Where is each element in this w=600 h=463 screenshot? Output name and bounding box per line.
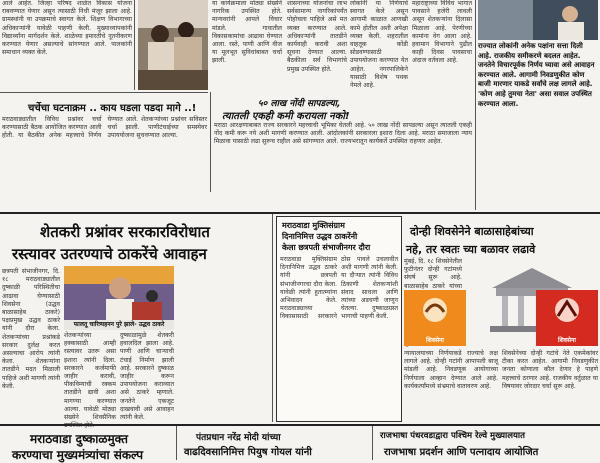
left-middle-headline: चर्चेचा घटनाक्रम .. काय घडला पडदा मागे ..!	[28, 103, 197, 114]
bottom-right-headline-line1: राजभाषा पंधरवडाद्वारा पश्चिम रेल्वे मुख्यालयात	[380, 431, 525, 441]
column-divider	[372, 426, 373, 460]
shivsena-logo-left-label: शिवसेना	[404, 336, 466, 346]
main-article-col2: शेतकऱ्यांच्या हक्कासाठी आम्ही रस्त्यावर उतरू असा इशारा त्यांनी दिला. सरकारने कर्जमाफी जाहीर करावी, पीकविम्याची रक्कम तातडीने द्यावी अशा मागण्या करण्यात आल्या. यावेळी मोठ्या संख्येने शिवसैनिक	[64, 332, 116, 422]
center-article: मराठा आरक्षणाबाबत राज्य सरकारने महत्त्वाची भूमिका घेतली आहे. ५० लाख नोंदी सापडल्या असून त्यातली एकही नोंद कमी करू नये अशी मागणी करण्यात आली. आंदोलकांनी सरकारला इशारा दिला आहे. मराठा समाजाला न्याय मिळावा यासाठी लढा सुरूच राहील असे सांगण्यात आले. राज्यभरातून कार्यकर्ते उपस्थित राहणार आहेत.	[214, 122, 472, 146]
column-divider	[272, 214, 273, 422]
column-divider	[475, 0, 476, 210]
top-article-col2: या कार्यक्रमाला मोठ्या संख्येने नागरिक उपस्थित होते. मान्यवरांनी आपले विचार मांडले. गावातील विकासकामांचा आढावा घेण्यात आला. रस्ते, पाणी आणि वीज या मूलभूत सुविधांबाबत चर्चा झाली.	[212, 0, 282, 65]
bottom-mid-headline-line2: वाढदिवसानिमित्त पियुष गोयल यांनी	[184, 447, 312, 458]
shivsena-headline-line2: नहे, तर स्वतः च्या बळावर लढावे	[406, 243, 536, 256]
shivsena-logo-right-label: शिवसेना	[536, 336, 598, 346]
shivsena-headline-line1: दोन्ही शिवसेनेने बाळासाहेबांच्या	[410, 225, 534, 238]
main-article-col3: दुष्काळामुळे शेतकरी हवालदिल झाला आहे. पाणी आणि चाऱ्याची टंचाई निर्माण झाली आहे. सरकारने दुष्काळ जाहीर करून उपाययोजना कराव्यात असे ठाकरे म्हणाले. जनतेने एकजूट दाखवावी असे आवाहन त्यांनी केले.	[120, 332, 174, 422]
shivsena-article-col3: शिवसेनेच्या दोन्ही गटांचे नेते एकमेकांवर टीका करत आहेत. आगामी निवडणुकीत जनता कोणाला कौल देणार हे पाहणे महत्त्वाचे ठरणार आहे. राजकीय वर्तुळात या विषयावर जोरदार चर्चा सुरू आहे.	[502, 350, 598, 390]
top-article-col3: शासनाच्या योजनांचा लाभ सर्वसामान्य नागरिकांपर्यंत पोहोचला पाहिजे असे मत व्यक्त करण्यात आले. अधिकाऱ्यांनी तातडीने कार्यवाही करावी अशा सूचना देण्यात आल्या. बैठकीला सर्व विभागांचे प्रमुख उपस्थित होते.	[287, 0, 347, 73]
section-divider	[0, 424, 600, 426]
sidebar-commentary: राज्यात लोकांनी अनेक पक्षांना सत्ता दिली आहे. राजकीय समीकरणे बदलत आहेत. जनतेने विचारपूर्वक निर्णय घ्यावा असे आवाहन करण्यात आले. आगामी निवडणुकीत कोण बाजी मारणार याकडे सर्वांचे लक्ष लागले आहे. 'कोण आहे तुमचा नेता' असा सवाल उपस्थित करण्यात आला.	[478, 42, 595, 108]
column-divider	[134, 0, 135, 90]
section-divider	[0, 92, 208, 93]
thackeray-photo-caption: फालतू चारित्र्यहनन पुरे झाले- उद्धव ठाकरे	[64, 320, 174, 330]
sidebar-photo	[478, 0, 598, 40]
bottom-left-headline-line1: मराठवाडा दुष्काळमुक्त	[30, 432, 128, 446]
bottom-mid-headline-line1: पंतप्रधान नरेंद्र मोदी यांच्या	[196, 433, 281, 443]
main-headline-line1: शेतकरी प्रश्नांवर सरकारविरोधात	[40, 223, 210, 241]
left-middle-article: मराठवाड्यातील विविध प्रश्नांवर चर्चा करण्यासाठी बैठक आयोजित करण्यात आली होती. या बैठकीत अनेक महत्त्वाचे निर्णय घेण्यात आले. शेतकऱ्यांच्या प्रश्नांवर सविस्तर चर्चा झाली. पाणीटंचाईच्या समस्येवर उपाययोजना सुचवण्यात आल्या.	[2, 116, 207, 140]
marathwada-headline-line1: मराठवाडा मुक्तिसंग्राम	[282, 221, 345, 230]
main-article-col1: छत्रपती संभाजीनगर, दि. १८ मराठवाड्यातील दुष्काळी परिस्थितीचा आढावा घेण्यासाठी शिवसेना (उद्धव बाळासाहेब ठाकरे) पक्षप्रमुख उद्धव ठाकरे यांनी दौरा केला. शेतकऱ्यांच्या प्रश्नांकडे सरकार दुर्लक्ष करत असल्याचा आरोप त्यांनी केला. शेतकऱ्यांना तातडीने मदत मिळाली पाहिजे अशी मागणी त्यांनी केली.	[2, 268, 60, 390]
top-article-col5: महाराष्ट्राच्या विविध भागात पावसाने हजेरी लावली असून शेतकऱ्यांना दिलासा मिळाला आहे. पेरणीच्या कामांना वेग आला आहे. हवामान विभागाने पुढील काही दिवस पावसाचा अंदाज वर्तवला आहे.	[412, 0, 472, 65]
marathwada-headline-line2: दिनानिमित्त उद्धव ठाकरेंनी	[282, 232, 358, 241]
center-headline-line1: ५० लाख नोंदी सापडल्या,	[258, 99, 341, 109]
shivsena-article-col2: न्यायालयाच्या निर्णयाकडे राज्याचे लक्ष लागले आहे. दोन्ही गटांनी आपापली बाजू मांडली आहे. निवडणूक आयोगाच्या निर्णयाला आव्हान देण्यात आले आहे. कार्यकर्त्यांमध्ये संभ्रमाचे वातावरण आहे.	[404, 350, 498, 390]
marathwada-headline-line3: केला छत्रपती संभाजीनगर दौरा	[282, 243, 371, 252]
shivsena-logo-right	[536, 290, 598, 338]
section-divider	[0, 212, 600, 214]
center-headline-line2: त्यातली एकही कमी करायला नको!	[222, 111, 350, 122]
top-news-photo	[138, 0, 208, 90]
marathwada-article: मराठवाडा मुक्तिसंग्राम दिनानिमित्त उद्धव ठाकरे यांनी छत्रपती संभाजीनगरचा दौरा केला. यावेळी त्यांनी हुतात्म्यांना अभिवादन केले. मराठवाड्याच्या विकासासाठी सरकारने ठोस पावले उचलावीत अशी मागणी त्यांनी केली. या दौऱ्यात त्यांनी विविध ठिकाणी शेतकऱ्यांशी संवाद साधला आणि त्यांच्या अडचणी जाणून घेतल्या. दुष्काळग्रस्त भागाची पाहणी केली.	[280, 256, 398, 321]
column-divider	[176, 426, 177, 460]
top-article-col4: लोकांनी या निर्णयाचे स्वागत केले असून आगामी काळात आणखी कामे होतील अशी अपेक्षा व्यक्त केली. शहरातील वाहतूक कोंडी सोडवण्यासाठी उपाययोजना करण्यात येत आहेत. नगरपालिकेने यासाठी विशेष पथक नेमले आहे.	[350, 0, 408, 90]
shivsena-logo-left	[404, 290, 466, 338]
bottom-left-headline-line2: करण्याचा मुख्यमंत्र्यांचा संकल्प	[12, 448, 144, 462]
top-article-col1: आले आहेत. जिल्हा परिषद शाळेत विकास योजना राबवण्यात येणार असून त्यासाठी निधी मंजूर झाला आहे. ग्रामस्थांनी या उपक्रमाचे स्वागत केले. शिक्षण विभागाच्या अधिकाऱ्यांनी यावेळी पाहणी केली. मुख्याध्यापकांनी विद्यार्थ्यांना मार्गदर्शन केले. शाळेच्या इमारतीचे नूतनीकरण करण्यात येणार असल्याचे सांगण्यात आले. पालकांनी समाधान व्यक्त केले.	[2, 0, 132, 57]
column-divider	[210, 92, 211, 192]
thackeray-photo	[64, 266, 174, 320]
bottom-right-headline-line2: राजभाषा प्रदर्शन आणि पत्नादाय आयोजित	[384, 447, 539, 458]
main-headline-line2: रस्त्यावर उतरण्याचे ठाकरेंचे आवाहन	[12, 245, 207, 263]
shivsena-article-col1: मुंबई, दि. १८ शिवसेनेतील फुटीनंतर दोन्ही गटांमध्ये संघर्ष सुरू आहे. बाळासाहेब ठाकरे यांच्या	[404, 258, 462, 290]
